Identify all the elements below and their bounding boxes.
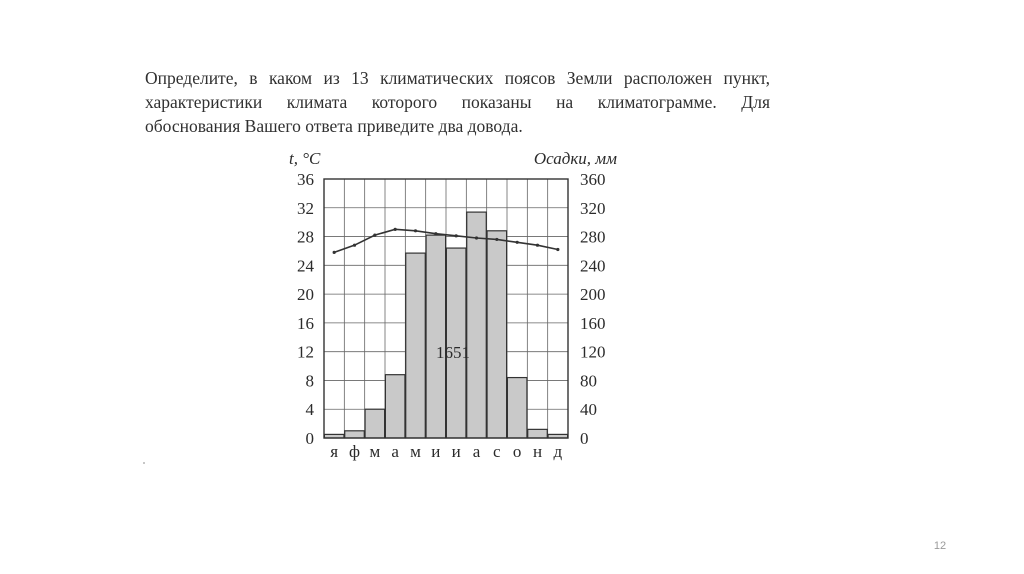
left-axis-tick-label: 36: [297, 170, 314, 189]
annual-precipitation-label: 1651: [436, 343, 470, 362]
precipitation-bar: [365, 409, 385, 438]
temperature-point: [455, 234, 458, 237]
right-axis-tick-label: 160: [580, 313, 606, 333]
precipitation-bar: [345, 431, 365, 438]
question-line-2: характеристики климата которого показаны на климатограмме. Для: [145, 92, 770, 112]
left-axis-title: t, °C: [289, 149, 321, 168]
precipitation-bar: [426, 235, 446, 438]
month-label: и: [451, 442, 461, 461]
right-axis-tick-label: 80: [580, 371, 597, 391]
left-axis-tick-label: 0: [305, 429, 314, 448]
left-axis-tick-label: 32: [297, 198, 314, 218]
stray-dot: [143, 462, 145, 464]
month-label: м: [410, 442, 421, 461]
right-axis-title: Осадки, мм: [533, 149, 617, 168]
precipitation-bar: [507, 378, 527, 438]
month-label: а: [472, 442, 481, 461]
temperature-point: [414, 229, 417, 232]
left-axis-tick-label: 4: [305, 400, 314, 420]
temperature-point: [556, 248, 559, 251]
temperature-point: [475, 236, 478, 239]
temperature-point: [394, 228, 397, 231]
left-axis-tick-label: 20: [297, 285, 314, 305]
temperature-point: [434, 232, 437, 235]
temperature-point: [333, 251, 336, 254]
month-label: с: [493, 442, 501, 461]
month-label: ф: [348, 442, 361, 461]
right-axis-tick-label: 120: [580, 342, 606, 362]
precipitation-bar: [528, 429, 548, 438]
right-axis-tick-label: 240: [580, 256, 606, 276]
right-axis-tick-label: 320: [580, 198, 606, 218]
precipitation-bar: [467, 212, 487, 438]
precipitation-bar: [487, 231, 507, 438]
left-axis-tick-label: 24: [297, 256, 314, 276]
temperature-point: [536, 244, 539, 247]
right-axis-tick-label: 40: [580, 400, 597, 420]
month-label: и: [431, 442, 441, 461]
month-label: о: [512, 442, 522, 461]
temperature-point: [516, 241, 519, 244]
left-axis-tick-label: 8: [305, 371, 314, 391]
month-label: а: [391, 442, 399, 461]
right-axis-tick-label: 360: [580, 170, 606, 189]
temperature-point: [495, 238, 498, 241]
right-axis-tick-label: 280: [580, 227, 606, 247]
month-label: д: [553, 442, 563, 461]
temperature-point: [353, 244, 356, 247]
precipitation-bar: [406, 253, 426, 438]
left-axis-tick-label: 16: [297, 313, 314, 333]
left-axis-tick-label: 12: [297, 342, 314, 362]
question-line-3: обоснования Вашего ответа приведите два довода.: [145, 116, 523, 136]
month-label: н: [532, 442, 543, 461]
temperature-point: [373, 234, 376, 237]
left-axis-tick-label: 28: [297, 227, 314, 247]
question-line-1: Определите, в каком из 13 климатических поясов Земли расположен пункт,: [145, 68, 770, 88]
month-label: я: [330, 442, 339, 461]
precipitation-bar: [385, 375, 405, 438]
right-axis-tick-label: 0: [580, 429, 589, 448]
page-number: 12: [933, 540, 947, 552]
right-axis-tick-label: 200: [580, 285, 606, 305]
month-label: м: [369, 442, 381, 461]
